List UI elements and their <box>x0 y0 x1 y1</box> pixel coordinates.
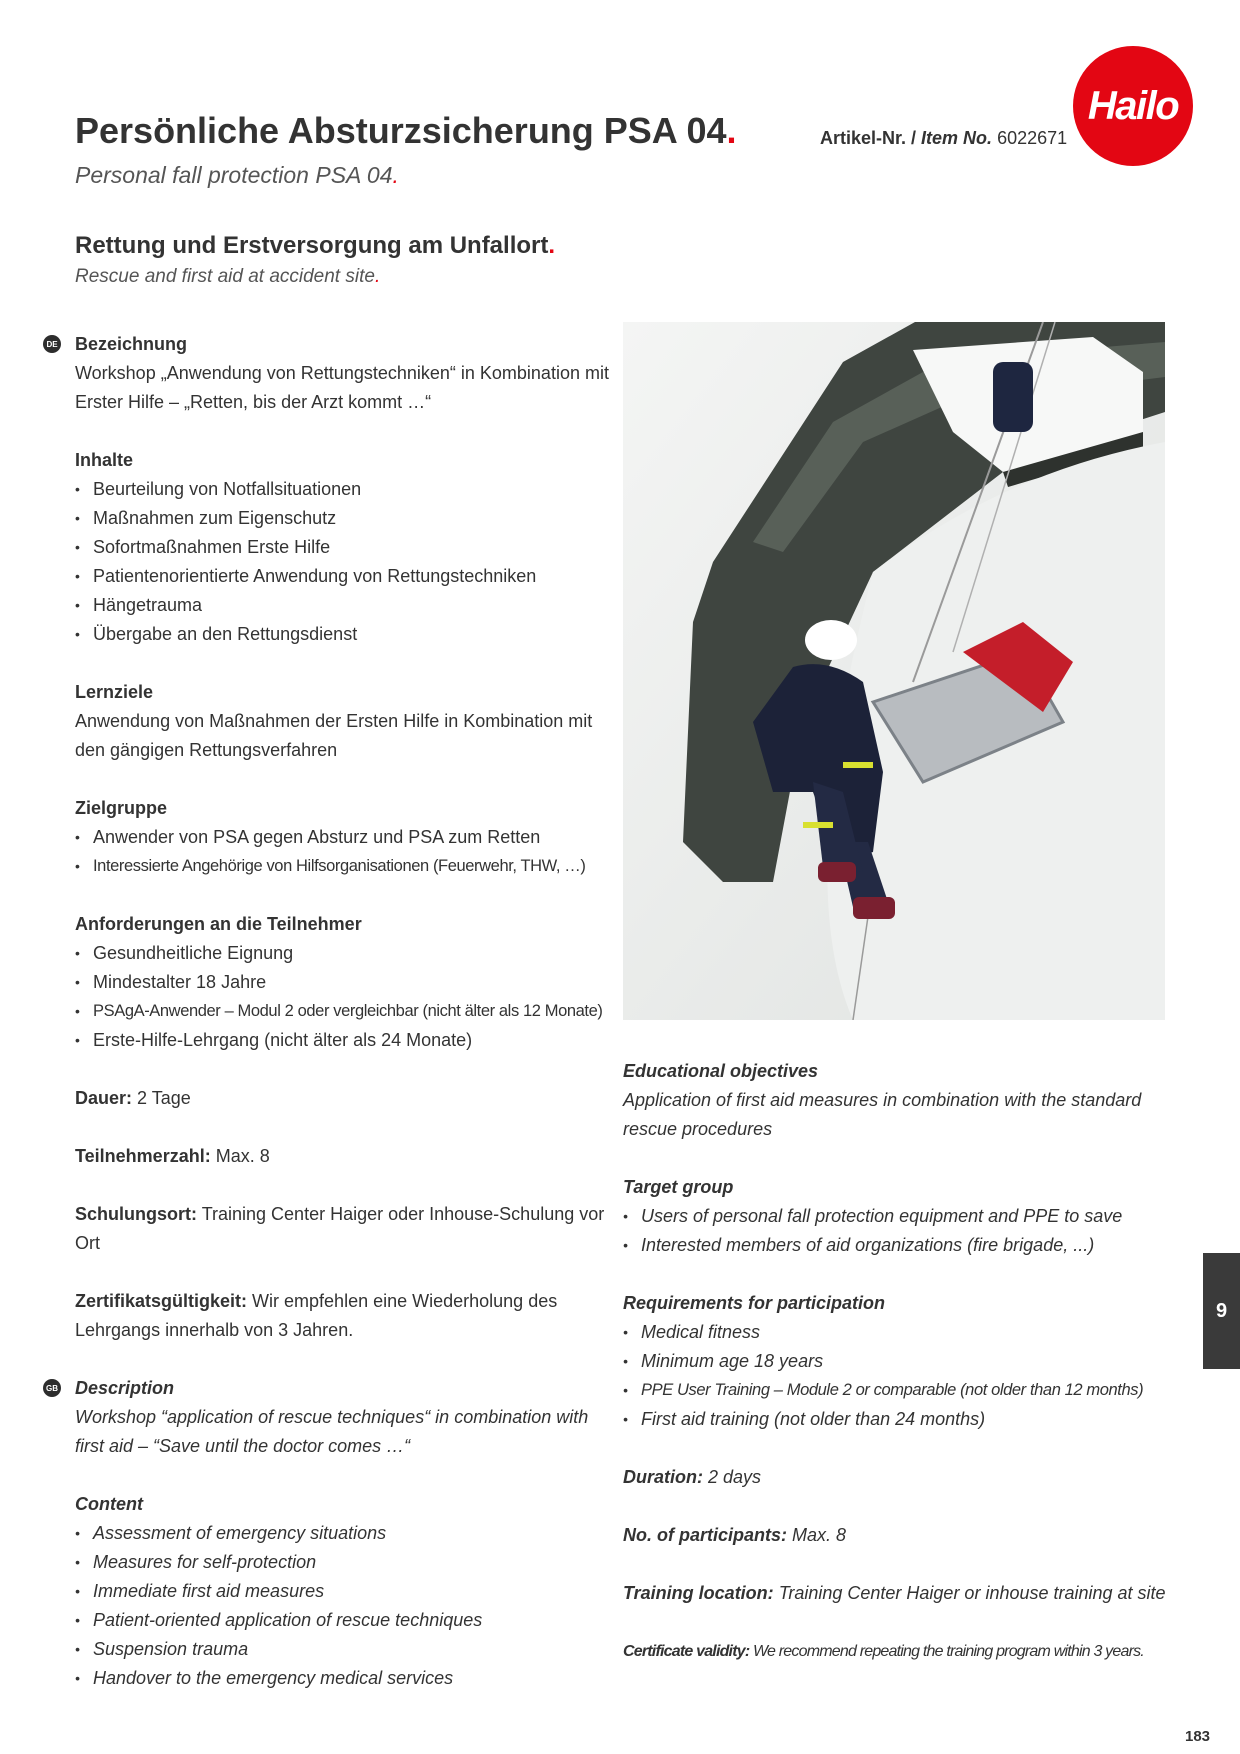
de-zielgruppe: Zielgruppe • Anwender von PSA gegen Absturz und PSA zum Retten • Interessierte Angehörige von Hilfsorganisationen (Feuerwehr, THW, …) <box>75 794 615 881</box>
de-dauer: Dauer: 2 Tage <box>75 1088 191 1108</box>
list-item: • Interested members of aid organizations (fire brigade, ...) <box>623 1231 1183 1260</box>
list-item: • Suspension trauma <box>75 1635 615 1664</box>
en-requirements: Requirements for participation • Medical fitness • Minimum age 18 years • PPE User Training – Module 2 or comparable (not older than 12 months) • First aid training (not older than 24 months) <box>623 1289 1183 1434</box>
list-item: • Mindestalter 18 Jahre <box>75 968 615 997</box>
page-subtitle: Personal fall protection PSA 04. <box>75 162 399 188</box>
page-number: 183 <box>1185 1728 1211 1745</box>
list-item: • Erste-Hilfe-Lehrgang (nicht älter als 24 Monate) <box>75 1026 615 1055</box>
rescue-photo <box>623 322 1165 1020</box>
chapter-tab[interactable]: 9 <box>1203 1253 1240 1369</box>
de-anforderungen: Anforderungen an die Teilnehmer • Gesundheitliche Eignung • Mindestalter 18 Jahre • PSAgA-Anwender – Modul 2 oder vergleichbar (nicht älter als 12 Monate) • Erste-Hilfe-Lehrgang (nicht älter als 24 Monate) <box>75 910 615 1055</box>
en-location: Training location: Training Center Haiger or inhouse training at site <box>623 1583 1166 1603</box>
rescue-illustration <box>623 322 1165 1020</box>
list-item: • Measures for self-protection <box>75 1548 615 1577</box>
list-item: • First aid training (not older than 24 months) <box>623 1405 1183 1434</box>
list-item: • Assessment of emergency situations <box>75 1519 615 1548</box>
en-certificate: Certificate validity: We recommend repeating the training program within 3 years. <box>623 1643 1144 1660</box>
left-column <box>46 330 615 1722</box>
list-item: • Gesundheitliche Eignung <box>75 939 615 968</box>
en-description: GB Description Workshop “application of rescue techniques“ in combination with first aid – “Save until the doctor comes …“ <box>75 1374 615 1461</box>
list-item: • Handover to the emergency medical services <box>75 1664 615 1693</box>
de-teilnehmerzahl: Teilnehmerzahl: Max. 8 <box>75 1146 270 1166</box>
list-item: • Medical fitness <box>623 1318 1183 1347</box>
en-target-group: Target group • Users of personal fall protection equipment and PPE to save • Interested members of aid organizations (fire brigade, ...) <box>623 1173 1183 1260</box>
de-schulungsort: Schulungsort: Training Center Haiger oder Inhouse-Schulung vor Ort <box>75 1204 605 1253</box>
section-subtitle: Rescue and first aid at accident site. <box>75 266 381 287</box>
list-item: • Immediate first aid measures <box>75 1577 615 1606</box>
en-participants: No. of participants: Max. 8 <box>623 1525 847 1545</box>
en-duration: Duration: 2 days <box>623 1467 762 1487</box>
list-item: • Users of personal fall protection equipment and PPE to save <box>623 1202 1183 1231</box>
logo-text: Hailo <box>1087 83 1179 128</box>
list-item: • Hängetrauma <box>75 591 615 620</box>
list-item: • Anwender von PSA gegen Absturz und PSA zum Retten <box>75 823 615 852</box>
en-content: Content • Assessment of emergency situations • Measures for self-protection • Immediate first aid measures • Patient-oriented application of rescue techniques • Suspension trauma • Handover to the emergency medical services <box>75 1490 615 1693</box>
de-lernziele: Lernziele Anwendung von Maßnahmen der Ersten Hilfe in Kombination mit den gängigen Rettungsverfahren <box>75 682 593 760</box>
page-title: Persönliche Absturzsicherung PSA 04. <box>75 110 737 151</box>
list-item: • Beurteilung von Notfallsituationen <box>75 475 615 504</box>
right-column <box>623 1057 1183 1695</box>
de-flag-icon: DE <box>43 335 61 353</box>
list-item: • Interessierte Angehörige von Hilfsorganisationen (Feuerwehr, THW, …) <box>75 852 615 881</box>
item-number: Artikel-Nr. / Item No. 6022671 <box>820 128 1068 148</box>
gb-flag-icon: GB <box>43 1379 61 1397</box>
de-bezeichnung: DE Bezeichnung Workshop „Anwendung von Rettungstechniken“ in Kombination mit Erster Hilfe – „Retten, bis der Arzt kommt …“ <box>75 330 615 417</box>
list-item: • Minimum age 18 years <box>623 1347 1183 1376</box>
en-objectives: Educational objectives Application of first aid measures in combination with the standard rescue procedures <box>623 1061 1142 1139</box>
list-item: • PPE User Training – Module 2 or comparable (not older than 12 months) <box>623 1376 1183 1405</box>
list-item: • Patientenorientierte Anwendung von Rettungstechniken <box>75 562 615 591</box>
de-inhalte: Inhalte • Beurteilung von Notfallsituationen • Maßnahmen zum Eigenschutz • Sofortmaßnahmen Erste Hilfe • Patientenorientierte Anwendung von Rettungstechniken • Hängetrauma • Übergabe an den Rettungsdienst <box>75 446 615 649</box>
list-item: • PSAgA-Anwender – Modul 2 oder vergleichbar (nicht älter als 12 Monate) <box>75 997 615 1026</box>
list-item: • Maßnahmen zum Eigenschutz <box>75 504 615 533</box>
list-item: • Übergabe an den Rettungsdienst <box>75 620 615 649</box>
de-zertifikat: Zertifikatsgültigkeit: Wir empfehlen eine Wiederholung des Lehrgangs innerhalb von 3 Jahren. <box>75 1291 558 1340</box>
list-item: • Sofortmaßnahmen Erste Hilfe <box>75 533 615 562</box>
list-item: • Patient-oriented application of rescue techniques <box>75 1606 615 1635</box>
section-title: Rettung und Erstversorgung am Unfallort. <box>75 232 556 259</box>
hailo-logo <box>1073 46 1193 166</box>
